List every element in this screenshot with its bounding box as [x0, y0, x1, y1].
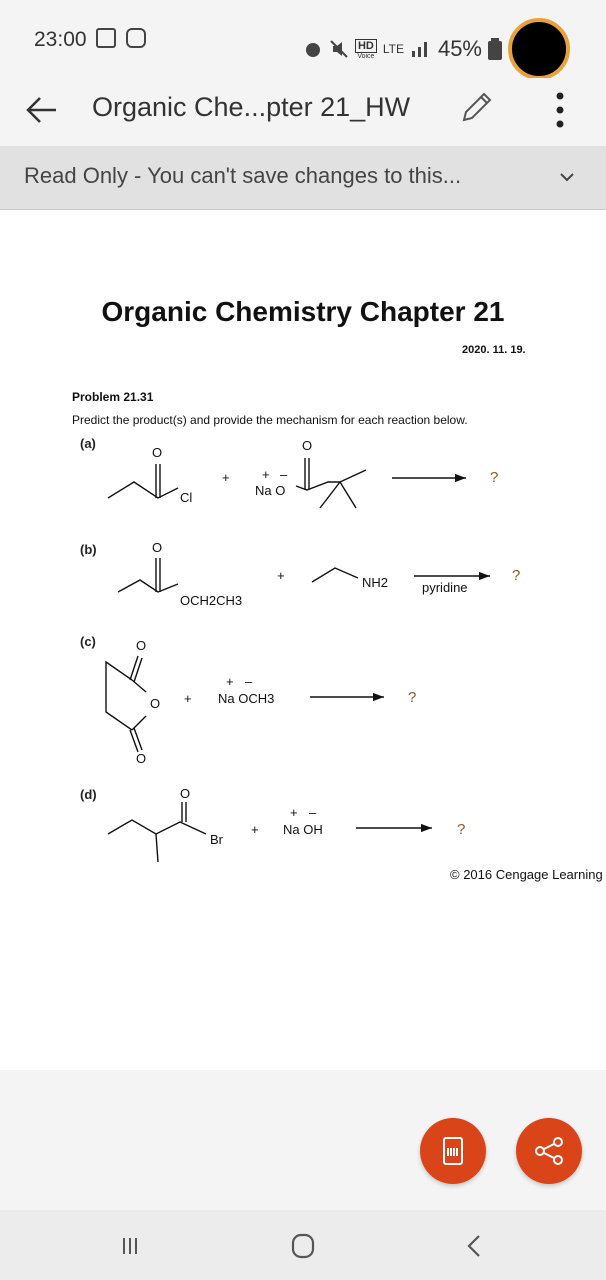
atom-label: O: [152, 540, 163, 555]
reagent-label: Na O: [255, 483, 286, 498]
document-title: Organic Che...pter 21_HW: [92, 92, 411, 122]
lte-label: LTE: [382, 42, 404, 56]
status-bar: [0, 0, 606, 78]
atom-label: Cl: [180, 490, 193, 505]
hd-badge: HD: [355, 39, 377, 53]
plus-sign: +: [277, 568, 285, 583]
atom-label: NH2: [362, 575, 389, 590]
plus-sign: +: [251, 822, 259, 837]
document-date: 2020. 11. 19.: [462, 344, 526, 356]
atom-label: O: [136, 638, 147, 653]
part-b-label: (b): [80, 542, 97, 557]
read-only-banner[interactable]: [0, 146, 606, 210]
signal-icon: [410, 39, 432, 59]
atom-label: O: [180, 786, 191, 801]
status-time: 23:00: [34, 28, 87, 51]
mute-icon: [329, 39, 349, 59]
atom-label: O: [302, 438, 313, 453]
instagram-icon: [126, 28, 146, 48]
unknown-product: ?: [512, 567, 521, 584]
reader-view-icon: [436, 1134, 470, 1168]
reaction-d: [108, 802, 432, 862]
part-c-label: (c): [80, 634, 96, 649]
charge-label: –: [245, 674, 253, 689]
edit-pencil-icon[interactable]: [456, 88, 496, 128]
read-only-banner-text: Read Only - You can't save changes to this...: [24, 163, 462, 188]
app-bar: [0, 78, 606, 146]
reaction-a: [108, 458, 466, 508]
status-right: [303, 18, 570, 80]
back-arrow-icon[interactable]: [22, 90, 62, 130]
atom-label: O: [152, 445, 163, 460]
chevron-down-icon[interactable]: [558, 168, 576, 186]
reaction-scheme: [0, 210, 606, 1070]
charge-label: –: [309, 805, 317, 820]
home-icon[interactable]: [283, 1226, 323, 1266]
alarm-icon: [303, 39, 323, 59]
document-page: [0, 210, 606, 1070]
account-avatar[interactable]: [508, 18, 570, 80]
voice-label: Voice: [357, 52, 375, 60]
unknown-product: ?: [457, 821, 466, 838]
plus-sign: +: [222, 470, 230, 485]
share-icon: [532, 1134, 566, 1168]
unknown-product: ?: [490, 469, 499, 486]
reader-mode-button[interactable]: [420, 1118, 486, 1184]
bottom-action-area: [0, 1070, 606, 1210]
back-nav-icon[interactable]: [455, 1226, 495, 1266]
atom-label: OCH2CH3: [180, 593, 243, 608]
unknown-product: ?: [408, 689, 417, 706]
reagent-label: pyridine: [422, 580, 468, 595]
reagent-label: Na OH: [283, 822, 323, 837]
charge-label: +: [290, 805, 298, 820]
system-nav-bar: [0, 1210, 606, 1280]
atom-label: O: [136, 751, 147, 766]
copyright-text: © 2016 Cengage Learning: [450, 867, 603, 882]
more-options-icon[interactable]: [548, 88, 572, 132]
part-a-label: (a): [80, 436, 96, 451]
page-title: Organic Chemistry Chapter 21: [101, 296, 505, 327]
reagent-label: Na OCH3: [218, 691, 275, 706]
atom-label: O: [150, 696, 161, 711]
gallery-icon: [96, 28, 116, 48]
problem-number: Problem 21.31: [72, 390, 154, 404]
problem-statement: Predict the product(s) and provide the mechanism for each reaction below.: [72, 413, 468, 427]
battery-percent: 45%: [437, 36, 482, 61]
recent-apps-icon[interactable]: [110, 1226, 150, 1266]
charge-label: +: [262, 467, 270, 482]
part-d-label: (d): [80, 787, 97, 802]
battery-icon: [488, 38, 502, 60]
charge-label: +: [226, 674, 234, 689]
plus-sign: +: [184, 691, 192, 706]
atom-label: Br: [210, 832, 223, 847]
charge-label: –: [280, 467, 288, 482]
notification-icons: [96, 28, 146, 48]
share-button[interactable]: [516, 1118, 582, 1184]
